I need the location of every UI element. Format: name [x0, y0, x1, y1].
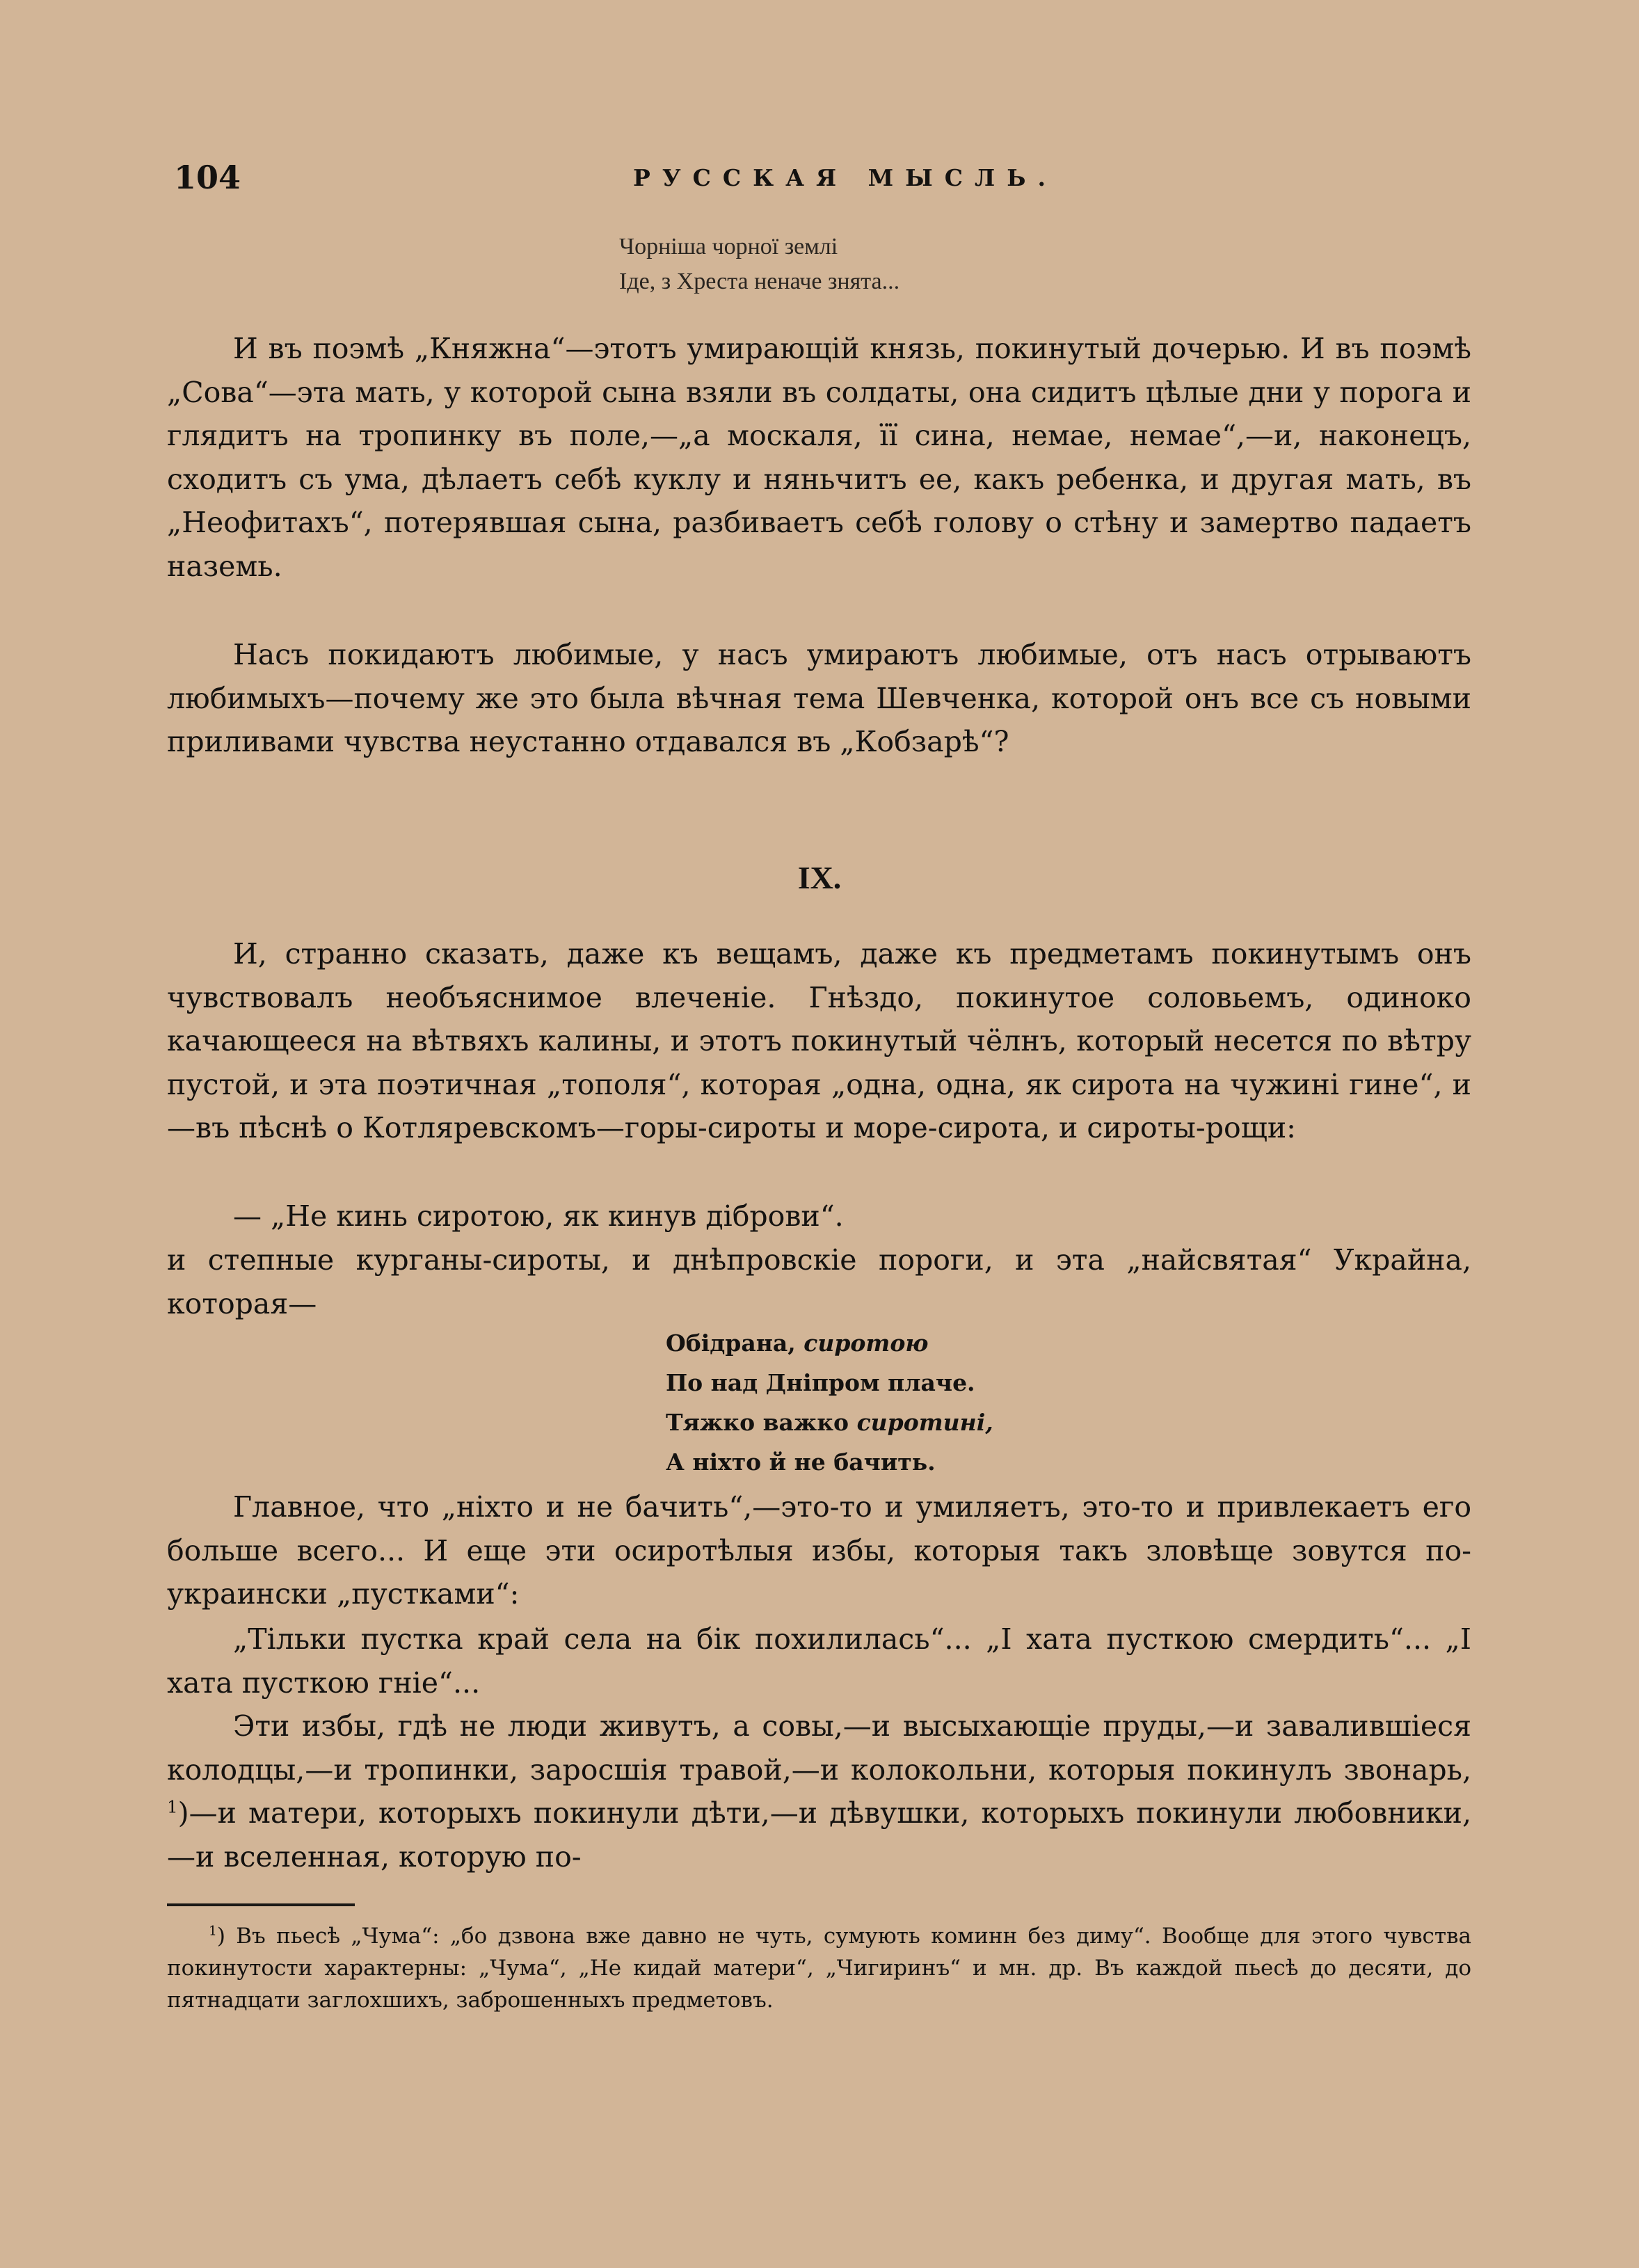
running-title: РУССКАЯ МЫСЛЬ.	[633, 164, 1057, 191]
page-header	[174, 157, 1468, 198]
section-heading: IX.	[797, 860, 842, 895]
paragraph-2: Насъ покидаютъ любимые, у насъ умираютъ любимые, отъ насъ отрываютъ любимыхъ—почему же это была вѣчная тема Шевченка, которой онъ все съ новыми приливами чувства неустанно отдавался въ „Кобзарѣ“?	[167, 638, 1471, 758]
page-number: 104	[174, 159, 241, 196]
paragraph-4: и степные курганы-сироты, и днѣпровскіе пороги, и эта „найсвятая“ Украйна, которая—	[167, 1243, 1471, 1320]
paragraph-7: Эти избы, гдѣ не люди живутъ, а совы,—и высыхающіе пруды,—и завалившіеся колодцы,—и тропинки, заросшія травой,—и колокольни, которыя покинулъ звонарь, $^1$)—и матери, которыхъ покинули дѣти,—и дѣвушки, которыхъ покинули любовники,—и вселенная, которую по-	[167, 1709, 1471, 1874]
footnote-ref: 1	[167, 1796, 178, 1817]
verse-line: Обідрана, сиротою	[666, 1329, 929, 1357]
quote-line: — „Не кинь сиротою, як кинув діброви“.	[233, 1199, 844, 1233]
paragraph-3: И, странно сказать, даже къ вещамъ, даже къ предметамъ покинутымъ онъ чувствовалъ необъяснимое влеченіе. Гнѣздо, покинутое соловьемъ, одиноко качающееся на вѣтвяхъ калины, и этотъ покинутый чёлнъ, который несется по вѣтру пустой, и эта поэтичная „тополя“, которая „одна, одна, як сирота на чужині гине“, и—въ пѣснѣ о Котляревскомъ—горы-сироты и море-сирота, и сироты-рощи:	[167, 937, 1471, 1144]
paragraph-6: „Тільки пустка край села на бік похилилась“... „І хата пусткою смердить“... „І хата пусткою гніе“...	[167, 1622, 1471, 1700]
paragraph-1: И въ поэмѣ „Княжна“—этотъ умирающій князь, покинутый дочерью. И въ поэмѣ „Сова“—эта мать, у которой сына взяли въ солдаты, она сидитъ цѣлые дни у порога и глядитъ на тропинку въ поле,—„а москаля, її сина, немае, немае“,—и, наконецъ, сходитъ съ ума, дѣлаетъ себѣ куклу и няньчитъ ее, какъ ребенка, и другая мать, въ „Неофитахъ“, потерявшая сына, разбиваетъ себѣ голову о стѣну и замертво падаетъ наземь.	[167, 332, 1471, 583]
verse-line: Тяжко важко сиротині,	[666, 1409, 993, 1436]
footnote: $^1$) Въ пьесѣ „Чума“: „бо дзвона вже давно не чуть, сумують коминн без диму“. Вообще для этого чувства покинутости характерны: „Чума“, „Не кидай матери“, „Чигиринъ“ и мн. др. Въ каждой пьесѣ до десяти, до пятнадцати заглохшихъ, заброшенныхъ предметовъ.	[167, 1924, 1471, 2013]
verse-line: Іде, з Хреста неначе знята...	[619, 269, 900, 294]
verse-quote-middle	[666, 1323, 993, 1482]
verse-line: По над Дніпром плаче.	[666, 1369, 975, 1396]
verse-line: Чорніша чорної землі	[619, 234, 838, 259]
verse-quote-top	[619, 230, 900, 299]
verse-line: А ніхто й не бачить.	[666, 1448, 936, 1476]
footnote-divider	[167, 1903, 355, 1906]
footnote-marker: 1	[209, 1924, 217, 1939]
paragraph-5: Главное, что „ніхто и не бачить“,—это-то и умиляетъ, это-то и привлекаетъ его больше всего... И еще эти осиротѣлыя избы, которыя такъ зловѣще зовутся по-украински „пустками“:	[167, 1490, 1471, 1611]
